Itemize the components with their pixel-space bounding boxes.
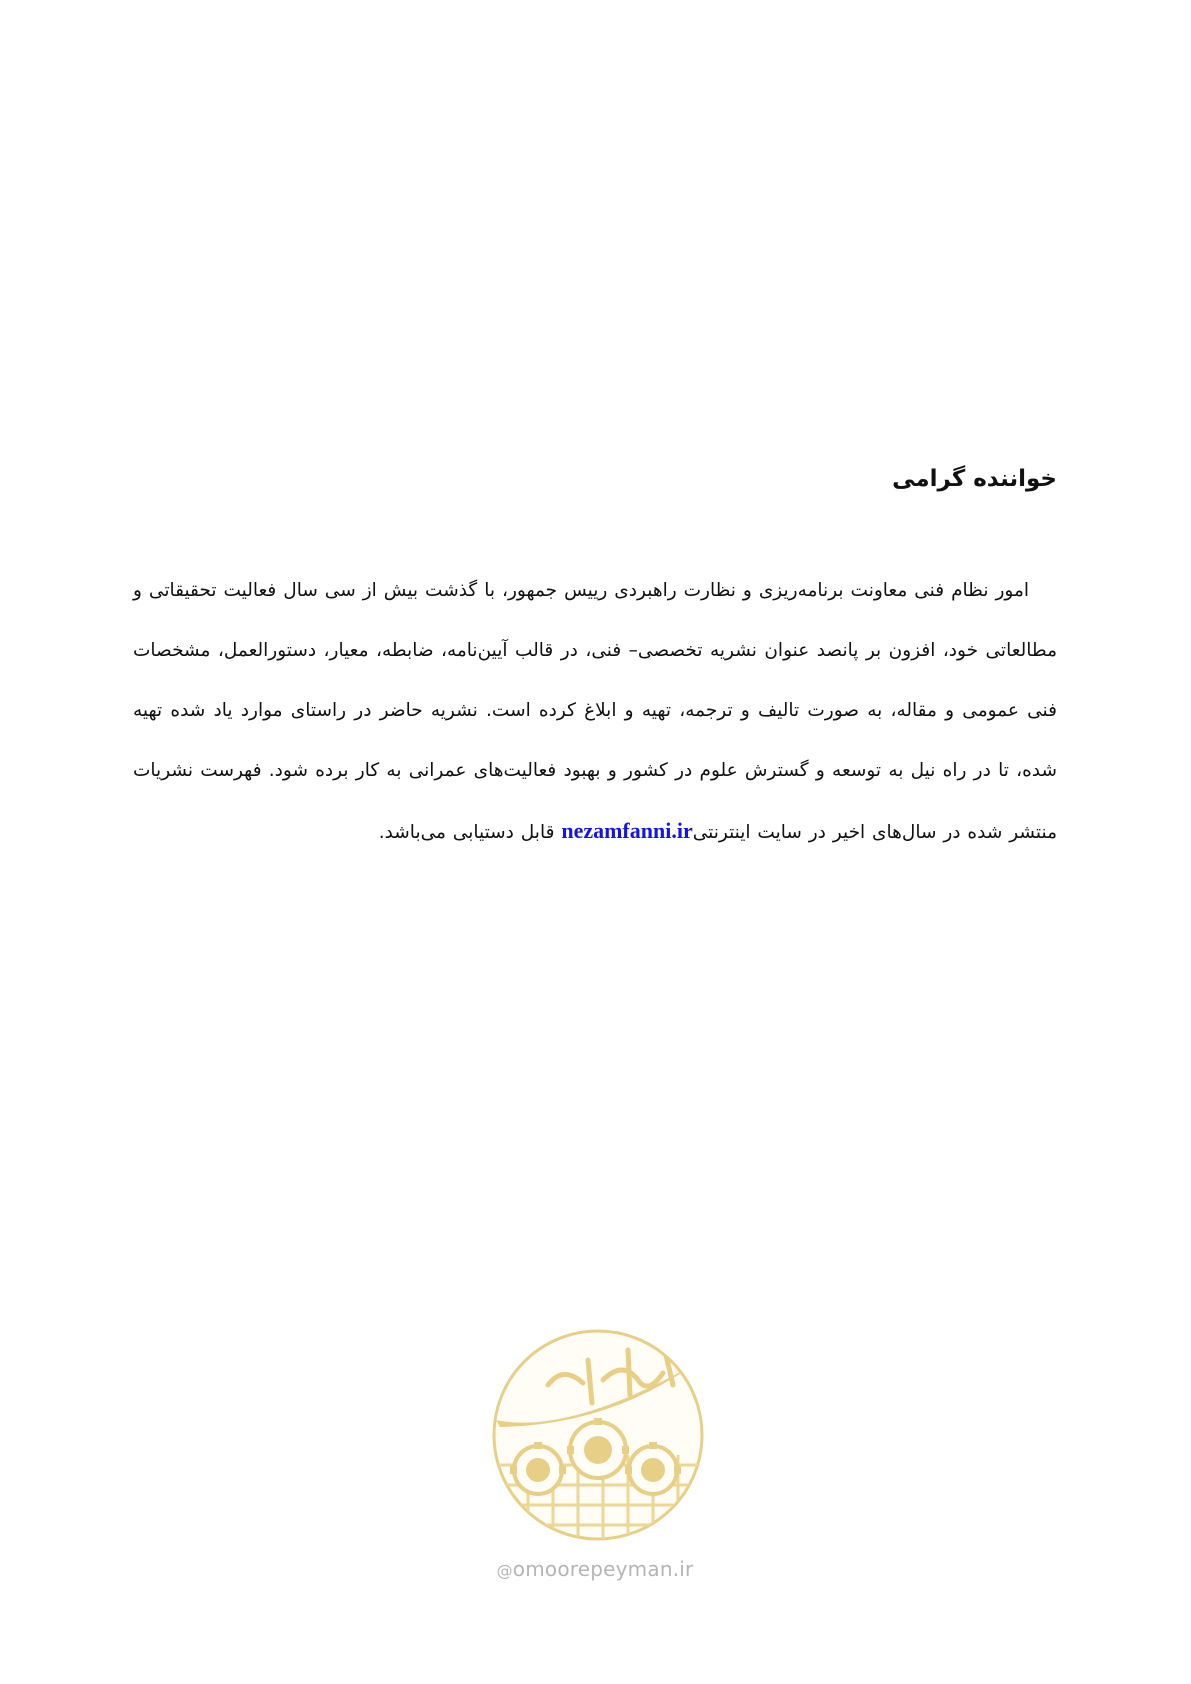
watermark-caption [470, 1557, 720, 1581]
watermark-caption-text: omoorepeyman.ir [512, 1557, 694, 1581]
paragraph-text-end: قابل دستیابی می‌باشد. [378, 822, 555, 843]
page-heading: خواننده گرامی [892, 466, 1057, 492]
intro-paragraph [133, 561, 1057, 863]
omoorepeyman-logo-icon [488, 1325, 708, 1545]
at-symbol-icon: @ [496, 1561, 513, 1580]
website-link[interactable]: nezamfanni.ir [561, 818, 693, 843]
watermark-logo-svg [488, 1325, 708, 1545]
paragraph-text-start: امور نظام فنی معاونت برنامه‌ریزی و نظارت راهبردی رییس جمهور، با گذشت بیش از سی سال فعالیت تحقیقاتی و مطالعاتی خود، افزون بر پانصد عنوان نشریه تخصصی– فنی، در قالب آیین‌نامه، ضابطه، معیار، دستورالعمل، مشخصات فنی عمومی و مقاله، به صورت تالیف و ترجمه، تهیه و ابلاغ کرده است. نشریه حاضر در راستای موارد یاد شده تهیه شده، تا در راه نیل به توسعه و گسترش علوم در کشور و بهبود فعالیت‌های عمرانی به کار برده شود. فهرست نشریات منتشر شده در سال‌های اخیر در سایت اینترنتی [133, 580, 1057, 843]
